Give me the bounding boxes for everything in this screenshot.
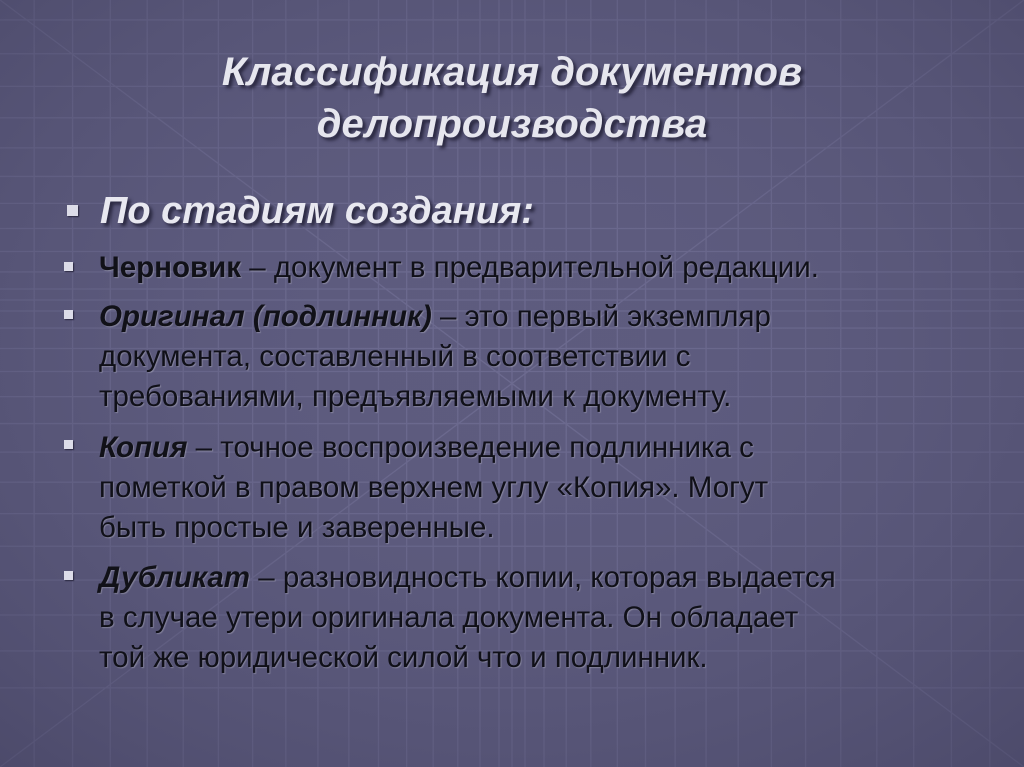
list-item-line	[99, 299, 771, 335]
section-heading: По стадиям создания:	[100, 190, 534, 232]
slide-title-line-1: Классификация документов	[221, 50, 803, 94]
list-item-line	[99, 430, 754, 466]
item-text-line: в случае утери оригинала документа. Он обладает	[99, 601, 799, 634]
item-text: – документ в предварительной редакции.	[249, 251, 819, 284]
square-bullet-icon	[64, 310, 73, 319]
item-text-line: той же юридической силой что и подлинник.	[99, 641, 708, 674]
square-bullet-icon	[64, 262, 73, 271]
slide-title-line-2: делопроизводства	[316, 102, 708, 146]
term-label: Дубликат	[99, 561, 251, 594]
term-label: Черновик	[99, 251, 242, 284]
square-bullet-icon	[67, 205, 78, 216]
item-text-line: документа, составленный в соответствии с	[99, 340, 691, 373]
item-text-line: требованиями, предъявляемыми к документу.	[99, 380, 732, 413]
item-text-line: пометкой в правом верхнем углу «Копия». Могут	[99, 471, 769, 504]
term-label: Копия	[99, 431, 188, 464]
item-text: – точное воспроизведение подлинника с	[195, 431, 754, 464]
square-bullet-icon	[64, 440, 73, 449]
term-label: Оригинал (подлинник)	[99, 300, 432, 333]
list-item-line	[99, 250, 819, 286]
list-item-line	[99, 560, 836, 596]
square-bullet-icon	[64, 571, 73, 580]
item-text: – это первый экземпляр	[440, 300, 771, 333]
item-text-line: быть простые и заверенные.	[99, 511, 495, 544]
item-text: – разновидность копии, которая выдается	[258, 561, 836, 594]
